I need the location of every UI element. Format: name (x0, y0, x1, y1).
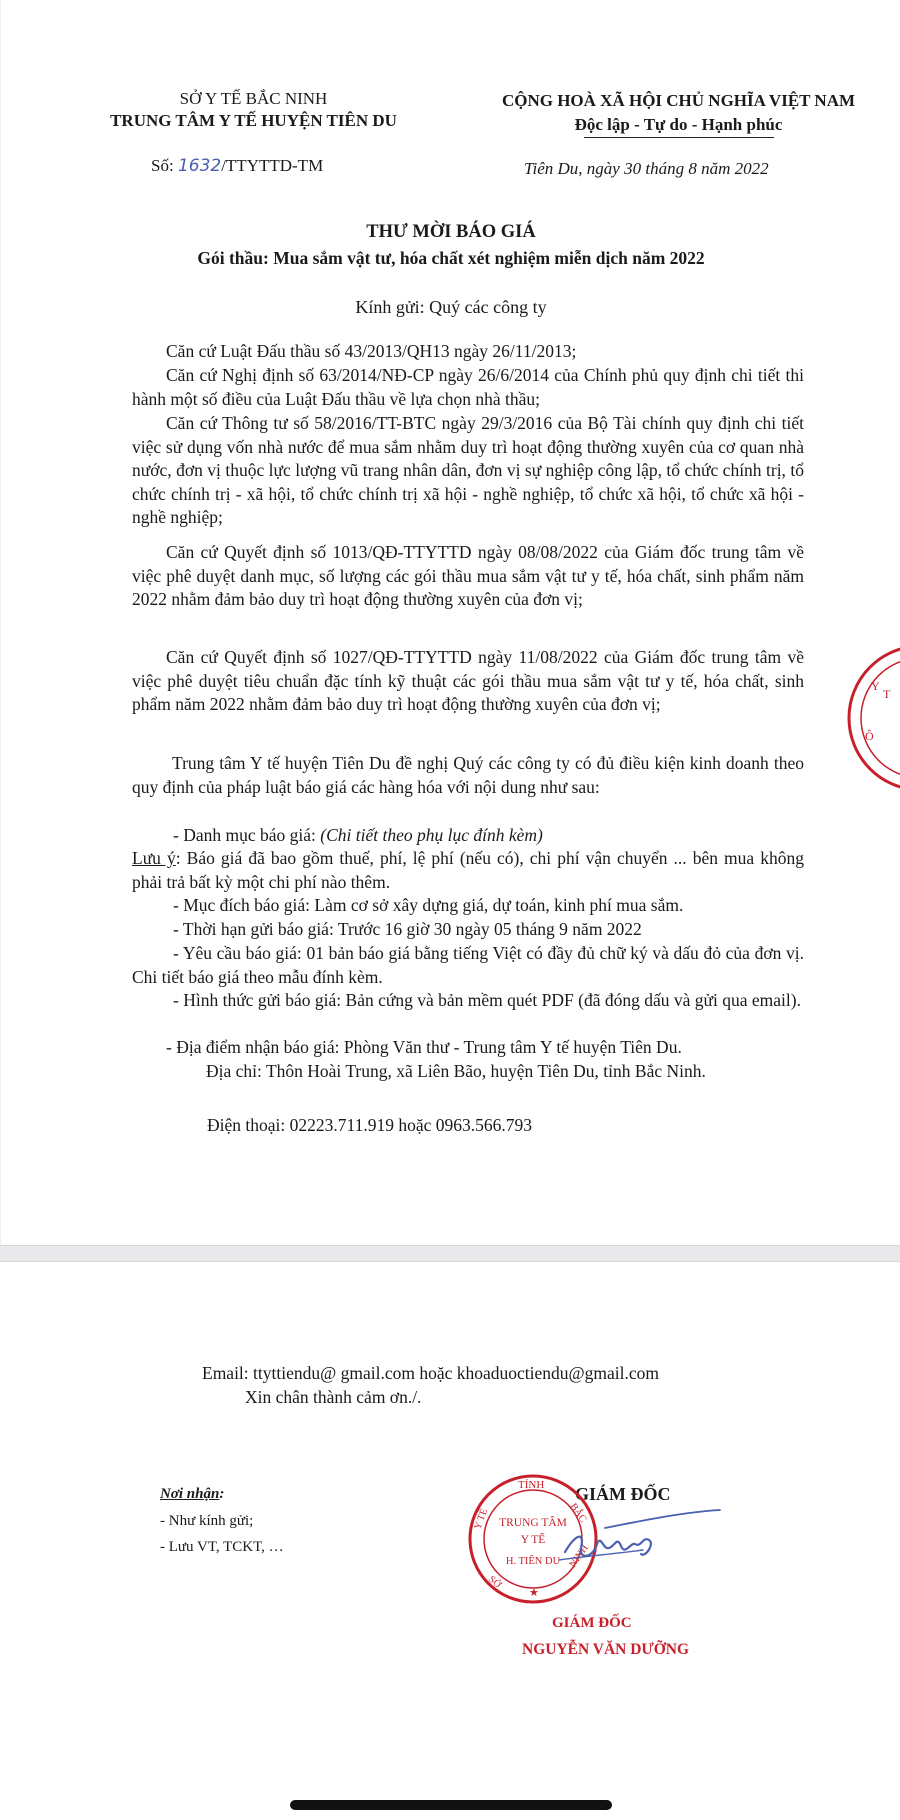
place-date: Tiên Du, ngày 30 tháng 8 năm 2022 (524, 159, 769, 178)
note-paragraph (132, 847, 804, 894)
svg-text:Ô: Ô (865, 729, 874, 743)
issuer-center: TRUNG TÂM Y TẾ HUYỆN TIÊN DU (110, 111, 397, 130)
request-paragraph: Trung tâm Y tế huyện Tiên Du đề nghị Quý các công ty có đủ điều kiện kinh doanh theo quy định của pháp luật báo giá các hàng hóa với nội dung như sau: (132, 753, 804, 797)
recipients-title (160, 1486, 224, 1503)
thanks-line: Xin chân thành cảm ơn./. (245, 1387, 422, 1407)
seal-edge-icon (843, 640, 900, 800)
signer-name: NGUYỄN VĂN DƯỠNG (522, 1641, 690, 1658)
basis-law: Căn cứ Luật Đấu thầu số 43/2013/QH13 ngày 26/11/2013; (166, 341, 577, 361)
stamp-title: GIÁM ĐỐC (552, 1615, 632, 1631)
page-separator (0, 1245, 900, 1262)
form-paragraph: - Hình thức gửi báo giá: Bản cứng và bản mềm quét PDF (đã đóng dấu và gửi qua email). (173, 990, 801, 1010)
deadline-line: - Thời hạn gửi báo giá: Trước 16 giờ 30 ngày 05 tháng 9 năm 2022 (173, 919, 642, 939)
note-text: : Báo giá đã bao gồm thuế, phí, lệ phí (nếu có), chi phí vận chuyển ... bên mua không phải trả bất kỳ một chi phí nào thêm. (132, 848, 804, 892)
seal-text-province: TỈNH (518, 1479, 545, 1491)
issuer-department: SỞ Y TẾ BẮC NINH (179, 89, 328, 108)
seal-text-bac: BẮC (567, 1501, 589, 1525)
svg-text:T: T (883, 687, 891, 701)
recipient-1: - Như kính gửi; (160, 1513, 254, 1529)
national-motto: Độc lập - Tự do - Hạnh phúc (574, 115, 783, 134)
doc-no-handwritten: 1632 (177, 156, 222, 176)
doc-no-label: Số: (151, 156, 174, 175)
phone-line: Điện thoại: 02223.711.919 hoặc 0963.566.793 (207, 1115, 533, 1135)
seal-star-icon: ★ (529, 1586, 539, 1599)
basis-decision-1027: Căn cứ Quyết định số 1027/QĐ-TTYTTD ngày 11/08/2022 của Giám đốc trung tâm về việc phê duyệt tiêu chuẩn đặc tính kỹ thuật các gói thầu mua sắm vật tư y tế, hóa chất, sinh phẩm năm 2022 nhằm đảm bảo duy trì hoạt động thường xuyên của đơn vị; (132, 647, 804, 714)
seal-text-health: Y TẾ (520, 1534, 546, 1546)
national-title: CỘNG HOÀ XÃ HỘI CHỦ NGHĨA VIỆT NAM (501, 91, 856, 110)
doc-no-suffix: /TTYTTD-TM (221, 156, 324, 175)
recipient-2: - Lưu VT, TCKT, … (160, 1539, 284, 1555)
purpose-line: - Mục đích báo giá: Làm cơ sở xây dựng giá, dự toán, kinh phí mua sắm. (173, 895, 684, 915)
greeting: Kính gửi: Quý các công ty (355, 297, 547, 317)
catalog-value: (Chi tiết theo phụ lục đính kèm) (320, 825, 543, 845)
basis-circular: Căn cứ Thông tư số 58/2016/TT-BTC ngày 29/3/2016 của Bộ Tài chính quy định chi tiết việc sử dụng vốn nhà nước để mua sắm nhằm duy trì hoạt động thường xuyên của cơ quan nhà nước, đơn vị thuộc lực lượng vũ trang nhân dân, đơn vị sự nghiệp công lập, tổ chức chính trị, tổ chức chính trị - xã hội, tổ chức chính trị xã hội - nghề nghiệp, tổ chức xã hội, tổ chức xã hội - nghề nghiệp; (132, 413, 804, 527)
svg-text:Y: Y (871, 679, 880, 693)
seal-text-center: TRUNG TÂM (499, 1517, 567, 1529)
address-paragraph: Địa chỉ: Thôn Hoài Trung, xã Liên Bão, huyện Tiên Du, tỉnh Bắc Ninh. (206, 1061, 706, 1081)
seal-text-ninh: NINH (567, 1542, 591, 1570)
recipients-colon: : (219, 1486, 225, 1502)
seal-text-so: SỞ (486, 1573, 503, 1591)
seal-text-district: H. TIÊN DU (505, 1556, 561, 1567)
basis-decree: Căn cứ Nghị định số 63/2014/NĐ-CP ngày 26/6/2014 của Chính phủ quy định chi tiết thi hành một số điều của Luật Đấu thầu về lựa chọn nhà thầu; (132, 365, 804, 409)
home-indicator[interactable] (290, 1800, 612, 1810)
requirement-paragraph: - Yêu cầu báo giá: 01 bản báo giá bằng tiếng Việt có đầy đủ chữ ký và dấu đỏ của đơn vị. Chi tiết báo giá theo mẫu đính kèm. (132, 943, 804, 987)
document-number (151, 156, 323, 176)
location-line: - Địa điểm nhận báo giá: Phòng Văn thư - Trung tâm Y tế huyện Tiên Du. (166, 1037, 682, 1057)
basis-decision-1013: Căn cứ Quyết định số 1013/QĐ-TTYTTD ngày 08/08/2022 của Giám đốc trung tâm về việc phê duyệt danh mục, số lượng các gói thầu mua sắm vật tư y tế, hóa chất, sinh phẩm năm 2022 nhằm đảm bảo duy trì hoạt động thường xuyên của đơn vị; (132, 542, 804, 609)
document-page-2 (0, 1262, 900, 1820)
signature-icon (545, 1500, 725, 1580)
seal-text-yte-left: Y TẾ (472, 1507, 491, 1532)
motto-underline (584, 137, 774, 138)
catalog-label: - Danh mục báo giá: (173, 825, 321, 845)
recipients-title-text: Nơi nhận (160, 1486, 220, 1502)
signer-title: GIÁM ĐỐC (575, 1484, 671, 1504)
catalog-line (173, 824, 543, 848)
email-line: Email: ttyttiendu@ gmail.com hoặc khoaduoctiendu@gmail.com (202, 1363, 659, 1383)
document-title: THƯ MỜI BÁO GIÁ (366, 222, 536, 242)
package-title: Gói thầu: Mua sắm vật tư, hóa chất xét nghiệm miễn dịch năm 2022 (197, 248, 705, 268)
note-label: Lưu ý (132, 848, 176, 868)
